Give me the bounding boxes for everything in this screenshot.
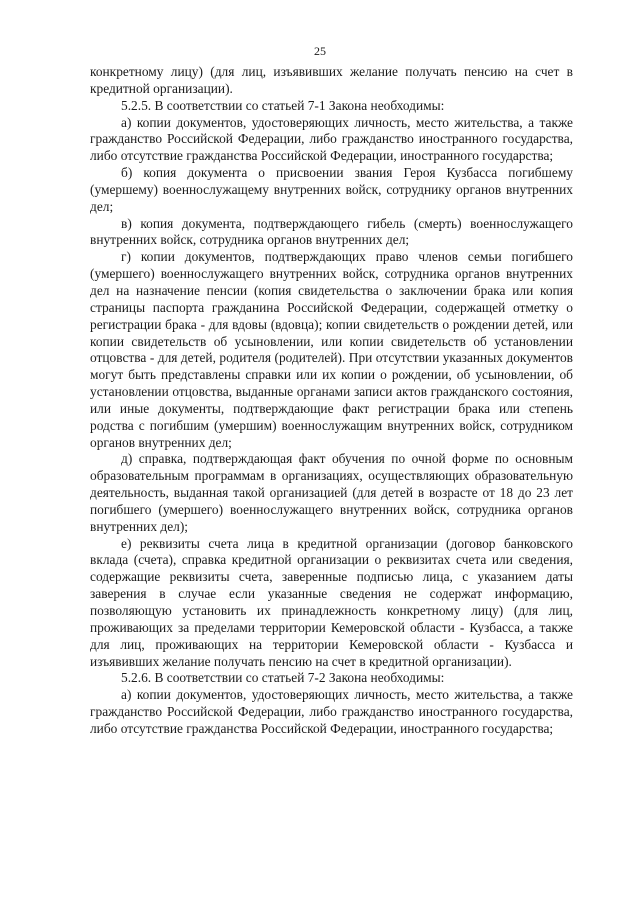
paragraph: конкретному лицу) (для лиц, изъявивших желание получать пенсию на счет в кредитной организации). — [90, 64, 573, 96]
section-heading-5-2-5: 5.2.5. В соответствии со статьей 7-1 Закона необходимы: — [121, 97, 445, 113]
list-item-e: е) реквизиты счета лица в кредитной организации (договор банковского вклада (счета), справка кредитной организации о реквизитах счета или сведения, содержащие реквизиты счета, заверенные подписью лица, с указанием даты заверения в случае если указанные сведения не содержат информацию, позволяющую установить их принадлежность конкретному лицу) (для лиц, проживающих за пределами территории Кемеровской области - Кузбасса, а также для лиц, проживающих на территории Кемеровской области - Кузбасса и изъявивших желание получать пенсию на счет в кредитной организации). — [90, 535, 573, 669]
list-item-g: г) копии документов, подтверждающих право членов семьи погибшего (умершего) военнослужащего внутренних войск, сотрудника органов внутренних дел на назначение пенсии (копия свидетельства о заключении брака или копия страницы паспорта гражданина Российской Федерации, содержащей отметку о регистрации брака - для вдовы (вдовца); копии свидетельств о рождении детей, или копии свидетельств об усыновлении, или копии свидетельств об установлении отцовства - для детей, родителя (родителей). При отсутствии указанных документов могут быть представлены справки или их копии о рождении, об усыновлении, об установлении отцовства, выданные органами записи актов гражданского состояния, или иные документы, подтверждающие факт регистрации брака или степень родства с погибшим (умершим) военнослужащим внутренних войск, сотрудником органов внутренних дел; — [90, 249, 573, 450]
section-heading-5-2-6: 5.2.6. В соответствии со статьей 7-2 Закона необходимы: — [121, 670, 445, 686]
list-item-b: б) копия документа о присвоении звания Героя Кузбасса погибшему (умершему) военнослужащему внутренних войск, сотруднику органов внутренних дел; — [90, 165, 573, 214]
page-number: 25 — [314, 44, 326, 58]
document-body — [90, 64, 573, 738]
list-item-a-2: а) копии документов, удостоверяющих личность, место жительства, а также гражданство Российской Федерации, либо гражданство иностранного государства, либо отсутствие гражданства Российской Федерации, иностранного государства; — [90, 687, 573, 736]
list-item-v: в) копия документа, подтверждающего гибель (смерть) военнослужащего внутренних войск, сотрудника органов внутренних дел; — [90, 215, 573, 248]
list-item-d: д) справка, подтверждающая факт обучения по очной форме по основным образовательным программам в организациях, осуществляющих образовательную деятельность, выданная такой организацией (для детей в возрасте от 18 до 23 лет погибшего (умершего) военнослужащего внутренних войск, сотрудника органов внутренних дел); — [90, 451, 573, 534]
list-item-a: а) копии документов, удостоверяющих личность, место жительства, а также гражданство Российской Федерации, либо гражданство иностранного государства, либо отсутствие гражданства Российской Федерации, иностранного государства; — [90, 114, 573, 164]
